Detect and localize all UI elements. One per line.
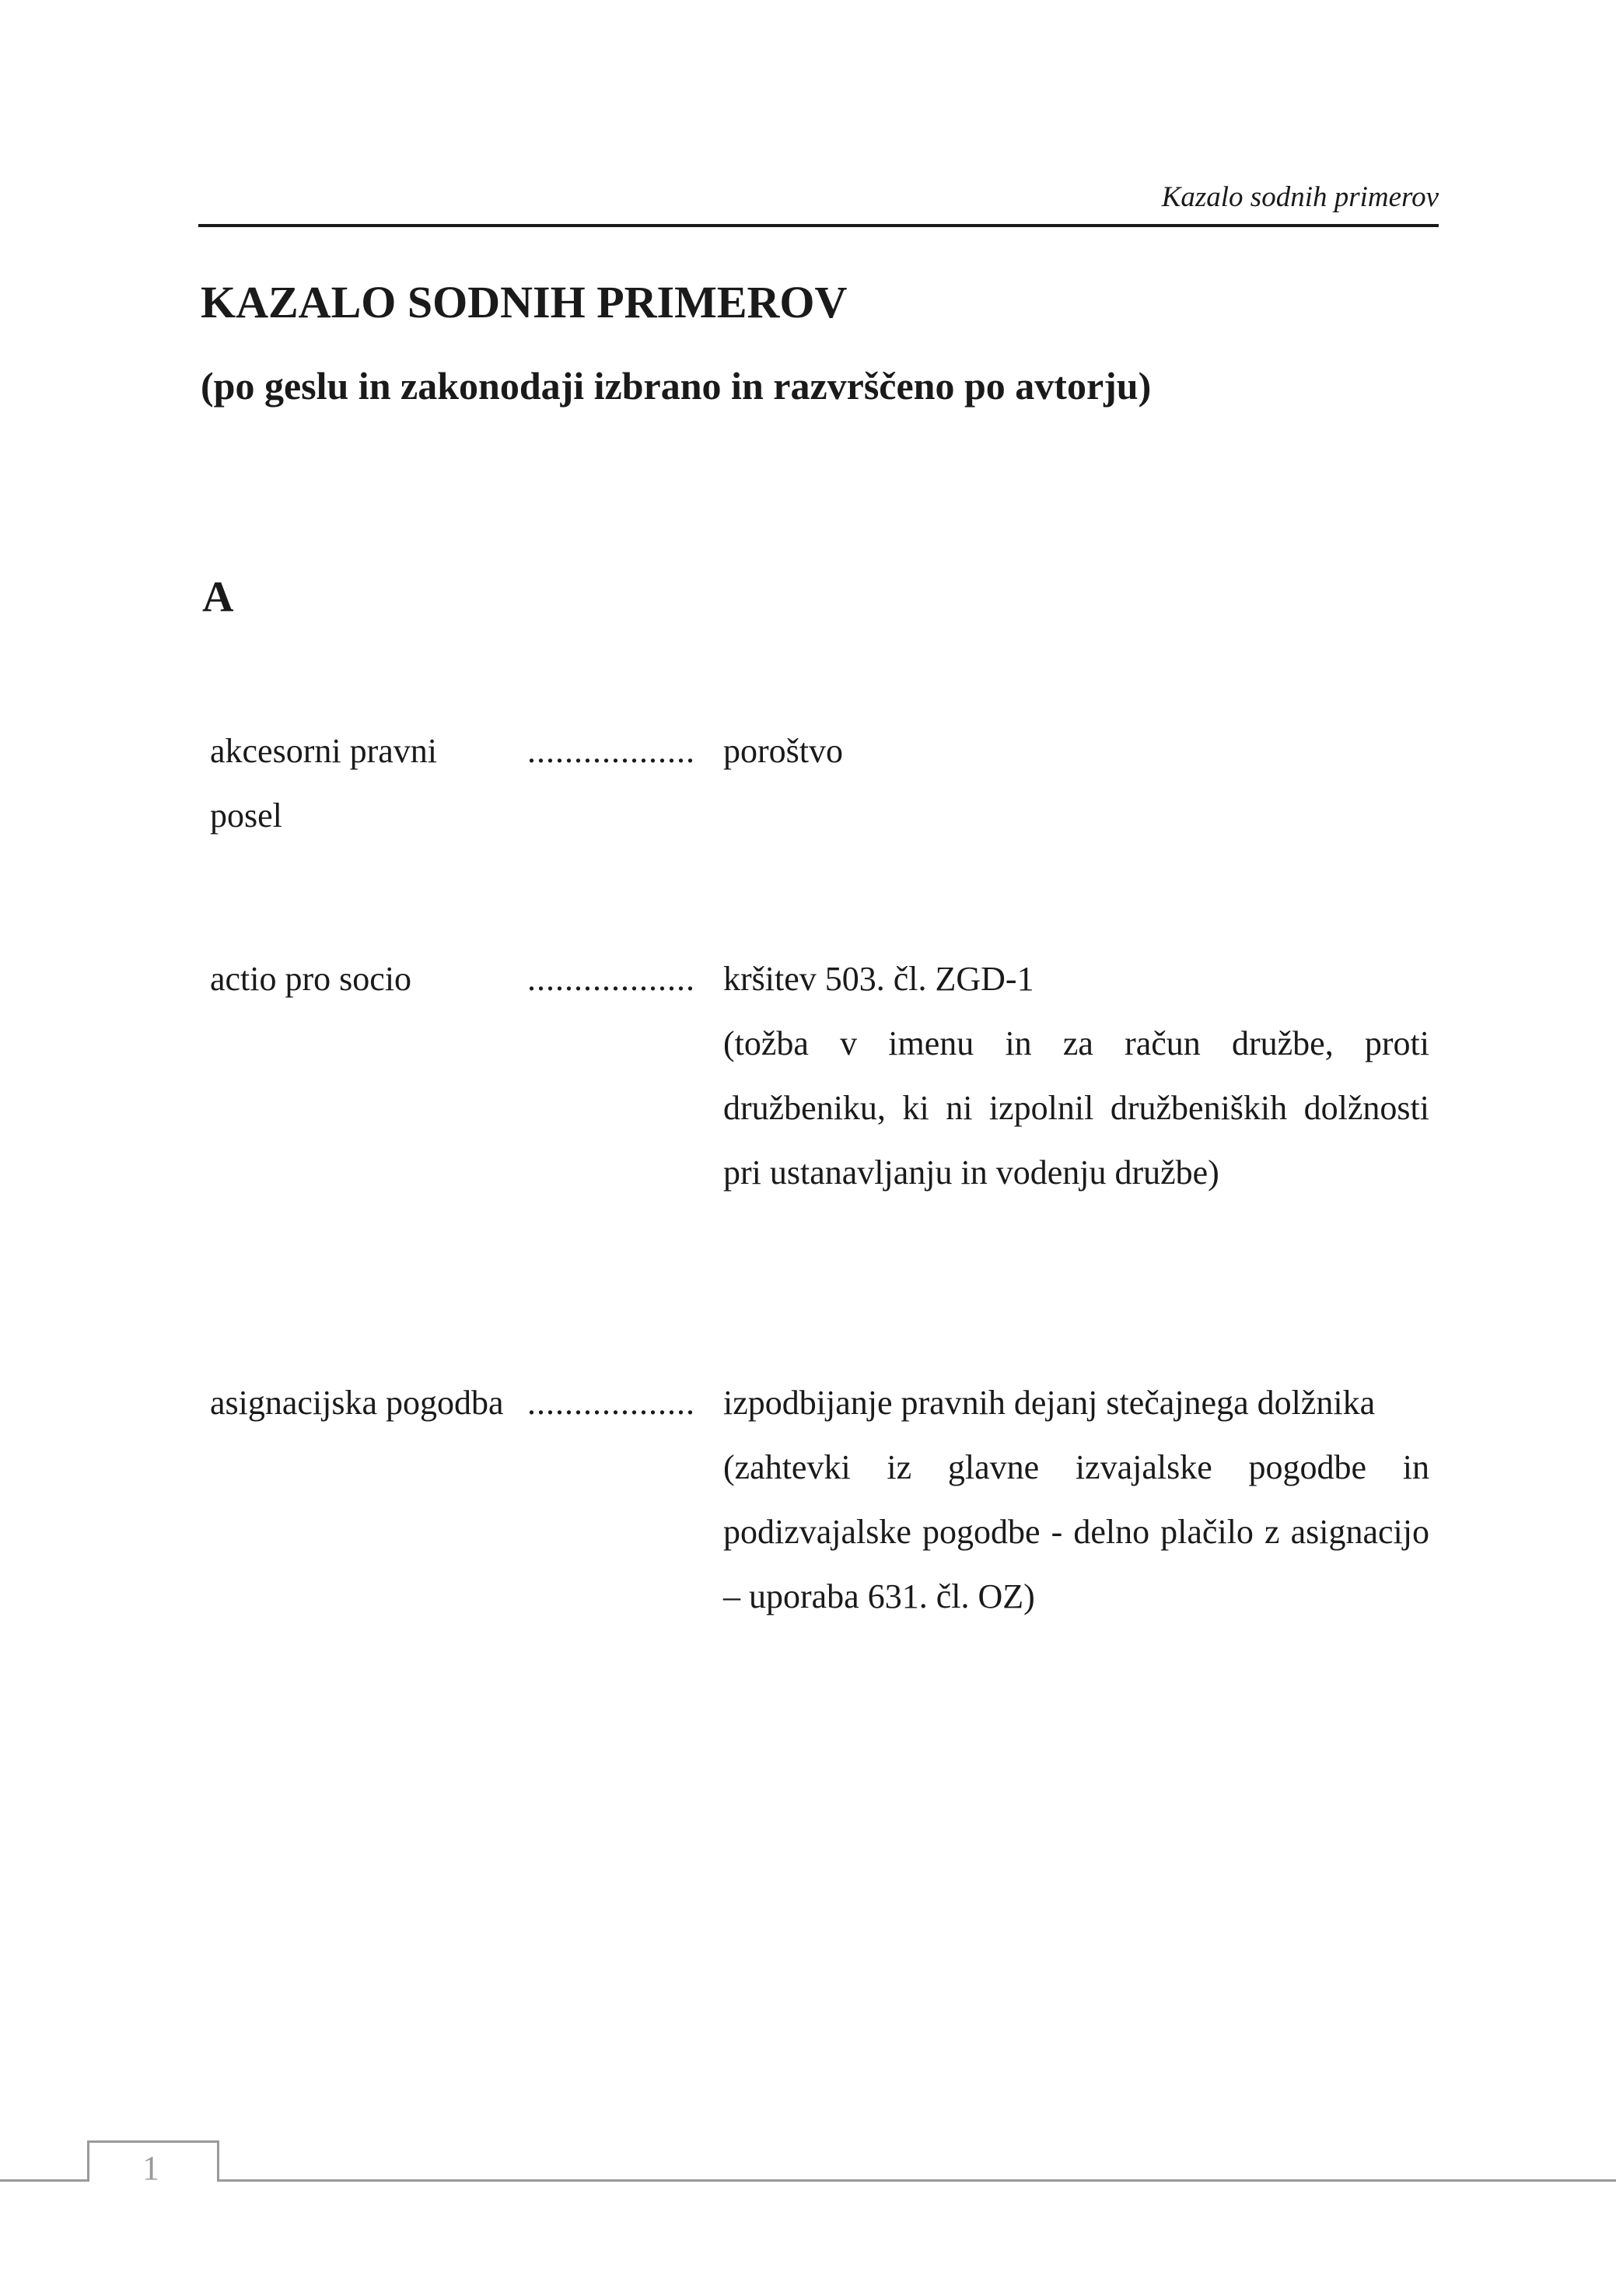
entry-reference <box>723 719 1429 783</box>
reference-line: kršitev 503. čl. ZGD-1 <box>723 960 1034 998</box>
reference-line: izpodbijanje pravnih dejanj stečajnega dolžnika <box>723 1384 1376 1422</box>
dot-leader: .................. <box>527 732 695 770</box>
page-number: 1 <box>142 2149 159 2187</box>
entry-reference <box>723 947 1429 1205</box>
reference-line: poroštvo <box>723 732 843 770</box>
entry-term: akcesorni pravni posel <box>210 732 437 835</box>
header-rule <box>198 224 1439 227</box>
document-subtitle: (po geslu in zakonodaji izbrano in razvrščeno po avtorju) <box>201 364 1152 408</box>
entry-term: actio pro socio <box>210 960 412 998</box>
reference-note: (tožba v imenu in za račun družbe, proti družbeniku, ki ni izpolnil družbeniških dolžnosti pri ustanavljanju in vodenju družbe) <box>723 1024 1429 1192</box>
running-header: Kazalo sodnih primerov <box>1161 181 1439 213</box>
reference-note: (zahtevki iz glavne izvajalske pogodbe in podizvajalske pogodbe - delno plačilo z asignacijo – uporaba 631. čl. OZ) <box>723 1448 1429 1615</box>
document-title: KAZALO SODNIH PRIMEROV <box>201 277 848 327</box>
dot-leader: .................. <box>527 1384 695 1422</box>
entry-reference <box>723 1370 1429 1629</box>
entry-term: asignacijska pogodba <box>210 1384 504 1422</box>
section-letter: A <box>202 573 234 621</box>
footer-rule <box>0 2179 1616 2182</box>
dot-leader: .................. <box>527 960 695 998</box>
